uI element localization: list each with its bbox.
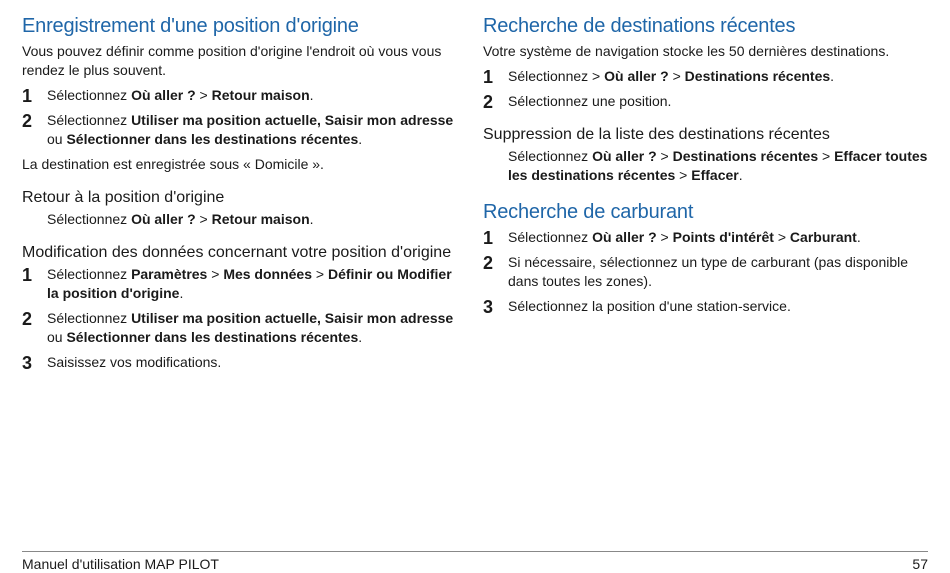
right-column [483, 12, 928, 316]
subsection-instruction [483, 147, 928, 185]
step-text: . [309, 87, 314, 103]
step-text-bold: Effacer toutes les destinations récentes [508, 148, 928, 183]
step-text: Sélectionnez [47, 112, 132, 128]
step-text-bold: Sélectionner dans les destinations récentes [66, 329, 359, 345]
step-item [483, 92, 928, 111]
step-text: Sélectionnez > [508, 68, 605, 84]
step-text: > [656, 229, 673, 245]
step-text: . [856, 229, 861, 245]
section-intro: Votre système de navigation stocke les 50 dernières destinations. [483, 43, 890, 59]
step-text: > [207, 266, 224, 282]
step-number: 2 [22, 309, 33, 329]
step-text: Sélectionnez [47, 310, 132, 326]
step-text-bold: Utiliser ma position actuelle, Saisir mon adresse [131, 112, 454, 128]
step-text-bold: Définir ou Modifier la position d'origine [47, 266, 452, 301]
step-text: . [309, 211, 314, 227]
section-title-recent-destinations: Recherche de destinations récentes [483, 15, 796, 37]
step-text: Sélectionnez [47, 266, 132, 282]
step-text: > [773, 229, 790, 245]
step-text-bold: Carburant [789, 229, 857, 245]
step-text-bold: Paramètres [131, 266, 208, 282]
step-number: 3 [483, 297, 494, 317]
section-title-home-position: Enregistrement d'une position d'origine [22, 15, 359, 37]
page-footer [22, 551, 928, 573]
step-text-bold: Sélectionner dans les destinations récentes [66, 131, 359, 147]
step-text: ou [47, 131, 67, 147]
steps-list [483, 67, 928, 111]
step-text: > [668, 68, 685, 84]
subsection-title-modify-home: Modification des données concernant votre position d'origine [22, 244, 452, 261]
step-text: . [830, 68, 835, 84]
step-number: 1 [483, 67, 494, 87]
step-number: 3 [22, 353, 33, 373]
step-item [22, 309, 462, 347]
step-text: > [312, 266, 328, 282]
step-text: Sélectionnez [508, 148, 593, 164]
step-item [483, 67, 928, 86]
step-item [22, 265, 462, 303]
section-intro: Vous pouvez définir comme position d'origine l'endroit où vous vous rendez le plus souvent. [22, 43, 442, 78]
steps-list [22, 265, 462, 372]
steps-list [22, 86, 462, 149]
step-text-bold: Où aller ? [131, 211, 196, 227]
step-text: > [195, 87, 212, 103]
step-text: Sélectionnez une position. [508, 93, 672, 109]
step-text: Sélectionnez [508, 229, 593, 245]
step-text: . [358, 131, 363, 147]
step-text-bold: Destinations récentes [684, 68, 831, 84]
step-text: > [656, 148, 673, 164]
step-number: 1 [22, 265, 33, 285]
step-text: Saisissez vos modifications. [47, 354, 222, 370]
step-text-bold: Retour maison [211, 87, 310, 103]
step-item [483, 228, 928, 247]
step-text: > [675, 167, 692, 183]
section-note: La destination est enregistrée sous « Domicile ». [22, 156, 324, 172]
step-item [22, 111, 462, 149]
steps-list [483, 228, 928, 316]
step-text: Sélectionnez [47, 87, 132, 103]
step-number: 1 [22, 86, 33, 106]
step-number: 2 [483, 92, 494, 112]
step-text-bold: Points d'intérêt [672, 229, 774, 245]
step-text: . [738, 167, 743, 183]
step-text: . [358, 329, 363, 345]
left-column [22, 12, 462, 372]
step-item [22, 86, 462, 105]
step-text-bold: Où aller ? [592, 148, 657, 164]
step-text-bold: Où aller ? [592, 229, 657, 245]
step-text-bold: Effacer [691, 167, 739, 183]
step-text: Sélectionnez la position d'une station-service. [508, 298, 791, 314]
step-text-bold: Mes données [223, 266, 313, 282]
step-text: . [179, 285, 184, 301]
subsection-title-return-home: Retour à la position d'origine [22, 189, 225, 206]
subsection-title-delete-recent: Suppression de la liste des destinations récentes [483, 126, 830, 143]
step-number: 1 [483, 228, 494, 248]
manual-title: Manuel d'utilisation MAP PILOT [22, 556, 219, 572]
step-text-bold: Où aller ? [131, 87, 196, 103]
subsection-instruction [22, 210, 462, 229]
step-item [22, 353, 462, 372]
step-item [483, 297, 928, 316]
step-text-bold: Retour maison [211, 211, 310, 227]
step-text: > [818, 148, 835, 164]
step-item [483, 253, 928, 291]
section-title-fuel: Recherche de carburant [483, 201, 694, 223]
step-text: > [195, 211, 212, 227]
step-text-bold: Où aller ? [604, 68, 669, 84]
page-number: 57 [912, 556, 928, 572]
step-text: Si nécessaire, sélectionnez un type de carburant (pas disponible dans toutes les zones). [508, 254, 909, 289]
step-text-bold: Utiliser ma position actuelle, Saisir mon adresse [131, 310, 454, 326]
step-text: Sélectionnez [47, 211, 132, 227]
step-number: 2 [483, 253, 494, 273]
step-text-bold: Destinations récentes [672, 148, 819, 164]
step-number: 2 [22, 111, 33, 131]
step-text: ou [47, 329, 67, 345]
